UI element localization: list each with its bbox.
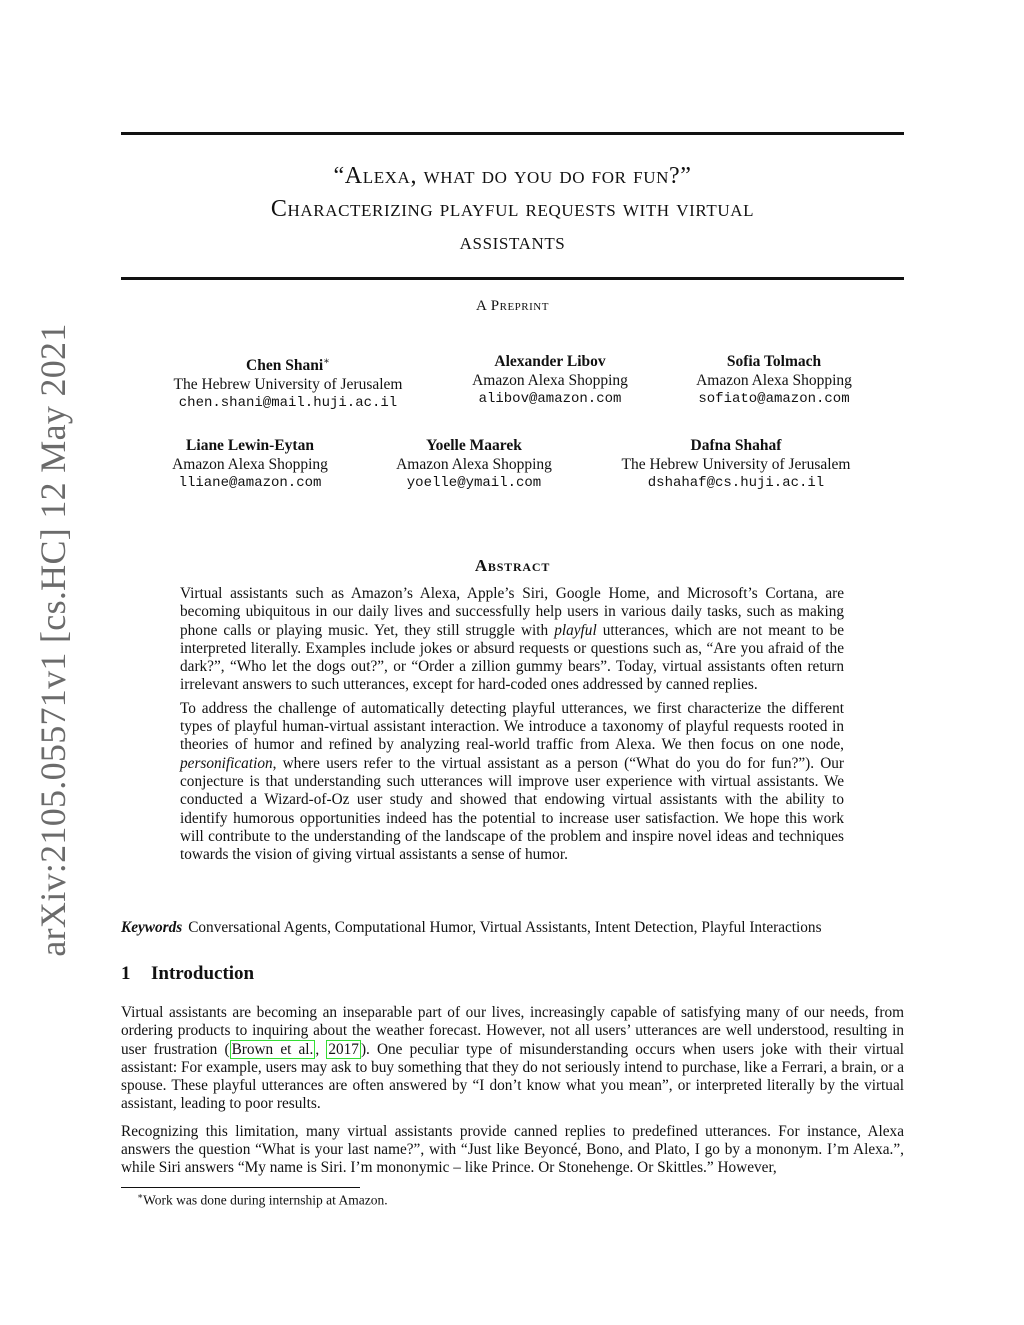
author-affiliation: The Hebrew University of Jerusalem — [173, 376, 403, 394]
author-name: Alexander Libov — [494, 353, 606, 370]
author-email[interactable]: alibov@amazon.com — [478, 391, 622, 407]
footnote-mark: ∗ — [323, 356, 330, 367]
body-paragraph: Virtual assistants are becoming an inseparable part of our lives, increasingly capable of satisfying many of our needs, from ordering products to inquiring about the weather forecast. However, not all users’ utterances are well understood, resulting in user frustration ( Brown et al. , 2017 ). One peculiar type of misunderstanding occurs when users joke with their virtual assistant: For example, users may ask to buy something that they do not seriously intend to purchase, like a Ferrari, a brain, or a spouse. These playful utterances are often answered by “I don’t know what you mean”, or interpreted literally by the virtual assistant, leading to poor results. — [121, 1004, 904, 1113]
author-block — [696, 352, 852, 409]
author-email[interactable]: lliane@amazon.com — [178, 475, 322, 491]
author-affiliation: Amazon Alexa Shopping — [696, 372, 852, 389]
citation-link[interactable]: Brown et al. — [231, 1040, 314, 1058]
footnote — [137, 1191, 388, 1209]
title-line-3: assistants — [459, 229, 566, 255]
footnote-mark: ∗ — [137, 1191, 144, 1201]
title-bottom-rule — [121, 277, 904, 280]
keywords-line — [121, 919, 904, 937]
title-line-2: Characterizing playful requests with virtual — [270, 196, 755, 222]
footnote-text: Work was done during internship at Amazon. — [143, 1192, 388, 1208]
preprint-label: A Preprint — [476, 298, 549, 314]
author-affiliation: Amazon Alexa Shopping — [172, 456, 328, 473]
section-title: Introduction — [151, 963, 255, 984]
author-block — [472, 352, 628, 409]
citation-year-link[interactable]: 2017 — [328, 1040, 359, 1058]
footnote-rule — [121, 1187, 360, 1188]
author-block — [396, 436, 552, 493]
author-block — [174, 352, 403, 413]
abstract-heading: Abstract — [474, 556, 551, 575]
title-line-1: “Alexa, what do you do for fun?” — [333, 163, 692, 189]
author-affiliation: The Hebrew University of Jerusalem — [621, 456, 851, 473]
author-email[interactable]: chen.shani@mail.huji.ac.il — [178, 395, 398, 412]
intro-body — [121, 1004, 904, 1187]
author-email[interactable]: dshahaf@cs.huji.ac.il — [647, 475, 825, 491]
author-name: Yoelle Maarek — [426, 437, 522, 454]
author-name: Chen Shani — [246, 357, 324, 375]
arxiv-identifier: arXiv:2105.05571v1 [cs.HC] 12 May 2021 — [33, 323, 73, 957]
emphasis: personification — [180, 754, 273, 772]
author-name: Sofia Tolmach — [726, 353, 822, 370]
body-paragraph: Recognizing this limitation, many virtual assistants provide canned replies to predefined utterances. For instance, Alexa answers the question “What is your last name?”, with “Just like Beyoncé, Bono, and Plato, I go by a mononym. I’m Alexa.”, while Siri answers “My name is Siri. I’m mononymic – like Prince. Or Stonehenge. Or Skittles.” However, — [121, 1122, 904, 1177]
author-block — [172, 436, 328, 493]
section-number: 1 — [121, 963, 131, 984]
author-affiliation: Amazon Alexa Shopping — [472, 372, 628, 389]
author-name: Liane Lewin-Eytan — [186, 437, 314, 454]
abstract-paragraph: To address the challenge of automatically detecting playful utterances, we first characterize the different types of playful human-virtual assistant interaction. We introduce a taxonomy of playful requests rooted in theories of humor and refined by analyzing real-world traffic from Alexa. We then focus on one node, personification, where users refer to the virtual assistant as a person (“What do you do for fun?”). Our conjecture is that understanding such utterances will improve user experience with virtual assistants. We conducted a Wizard-of-Oz user study and showed that endowing virtual assistants with the ability to identify humorous opportunities indeed has the potential to increase user satisfaction. We hope this work will contribute to the understanding of the landscape of the problem and inspire novel ideas and techniques towards the vision of giving virtual assistants a sense of humor. — [180, 699, 844, 864]
author-email[interactable]: sofiato@amazon.com — [698, 391, 850, 407]
paper-title — [121, 160, 904, 259]
keywords-label: Keywords — [121, 919, 183, 936]
keywords-text: Conversational Agents, Computational Humor, Virtual Assistants, Intent Detection, Playful Interactions — [188, 919, 822, 936]
abstract-paragraph: Virtual assistants such as Amazon’s Alexa, Apple’s Siri, Google Home, and Microsoft’s Cortana, are becoming ubiquitous in our daily lives and successfully help users in various daily tasks, such as making phone calls or playing music. Yet, they still struggle with playful utterances, which are not meant to be interpreted literally. Examples include jokes or absurd requests or questions such as, “Are you afraid of the dark?”, “Who let the dogs out?”, or “Order a zillion gummy bears”. Today, virtual assistants often return irrelevant answers to such utterances, except for hard-coded ones addressed by canned replies. — [180, 585, 844, 694]
author-email[interactable]: yoelle@ymail.com — [406, 475, 542, 491]
abstract-body — [180, 585, 844, 869]
author-block — [622, 436, 851, 493]
emphasis: playful — [554, 621, 597, 639]
section-heading — [121, 963, 254, 985]
title-top-rule — [121, 132, 904, 135]
author-affiliation: Amazon Alexa Shopping — [396, 456, 552, 473]
author-name: Dafna Shahaf — [690, 437, 782, 454]
